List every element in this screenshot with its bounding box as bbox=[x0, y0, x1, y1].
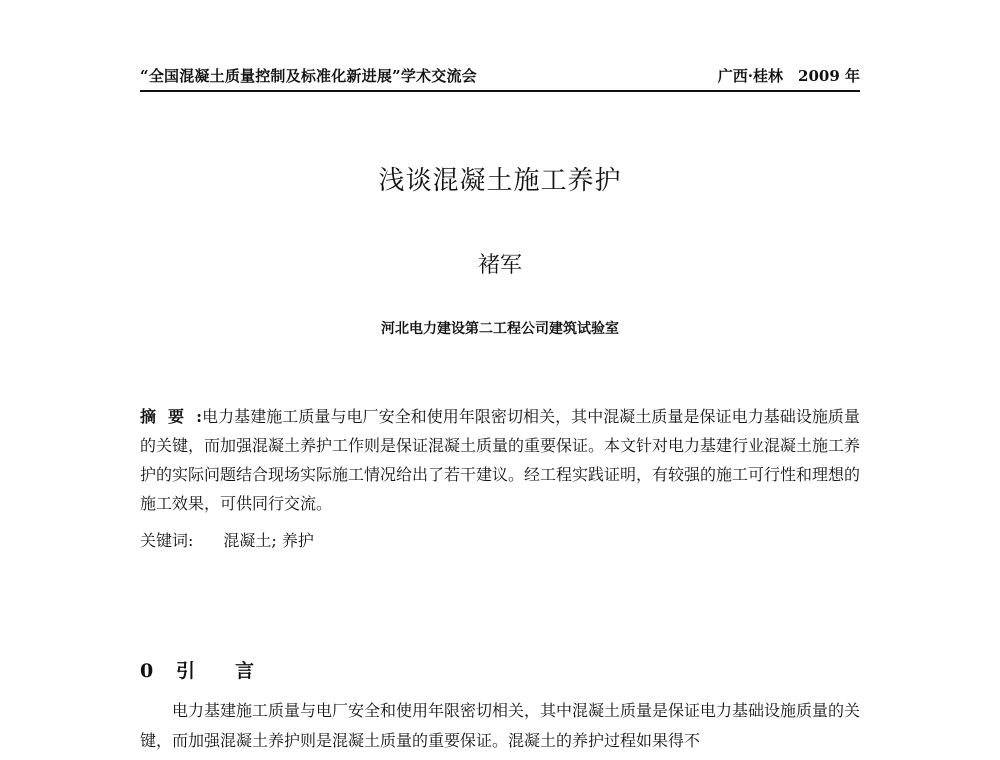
abstract-label: 摘要 bbox=[140, 407, 197, 426]
running-header bbox=[140, 60, 860, 92]
abstract-colon: : bbox=[196, 407, 203, 426]
author-name: 褚军 bbox=[477, 253, 522, 278]
paper-title: 浅谈混凝土施工养护 bbox=[378, 166, 622, 196]
section-title: 引言 bbox=[176, 660, 295, 682]
conference-name: “全国混凝土质量控制及标准化新进展”学术交流会 bbox=[140, 67, 477, 85]
keywords-value: 混凝土; 养护 bbox=[223, 531, 314, 550]
author-affiliation: 河北电力建设第二工程公司建筑试验室 bbox=[381, 321, 619, 337]
body-paragraph: 电力基建施工质量与电厂安全和使用年限密切相关，其中混凝土质量是保证电力基础设施质量的关键，而加强混凝土养护则是混凝土质量的重要保证。混凝土的养护过程如果得不 bbox=[140, 701, 861, 750]
abstract bbox=[140, 402, 860, 518]
abstract-text: 电力基建施工质量与电厂安全和使用年限密切相关，其中混凝土质量是保证电力基础设施质量的关键，而加强混凝土养护工作则是保证混凝土质量的重要保证。本文针对电力基建行业混凝土施工养护的实际问题结合现场实际施工情况给出了若干建议。经工程实践证明，有较强的施工可行性和理想的施工效果，可供同行交流。 bbox=[140, 407, 861, 513]
section-number: 0 bbox=[140, 660, 154, 682]
section-heading bbox=[140, 656, 294, 683]
conference-location-year: 广西·桂林 2009 年 bbox=[717, 67, 860, 85]
keywords bbox=[140, 528, 860, 551]
keywords-label: 关键词: bbox=[140, 531, 194, 550]
